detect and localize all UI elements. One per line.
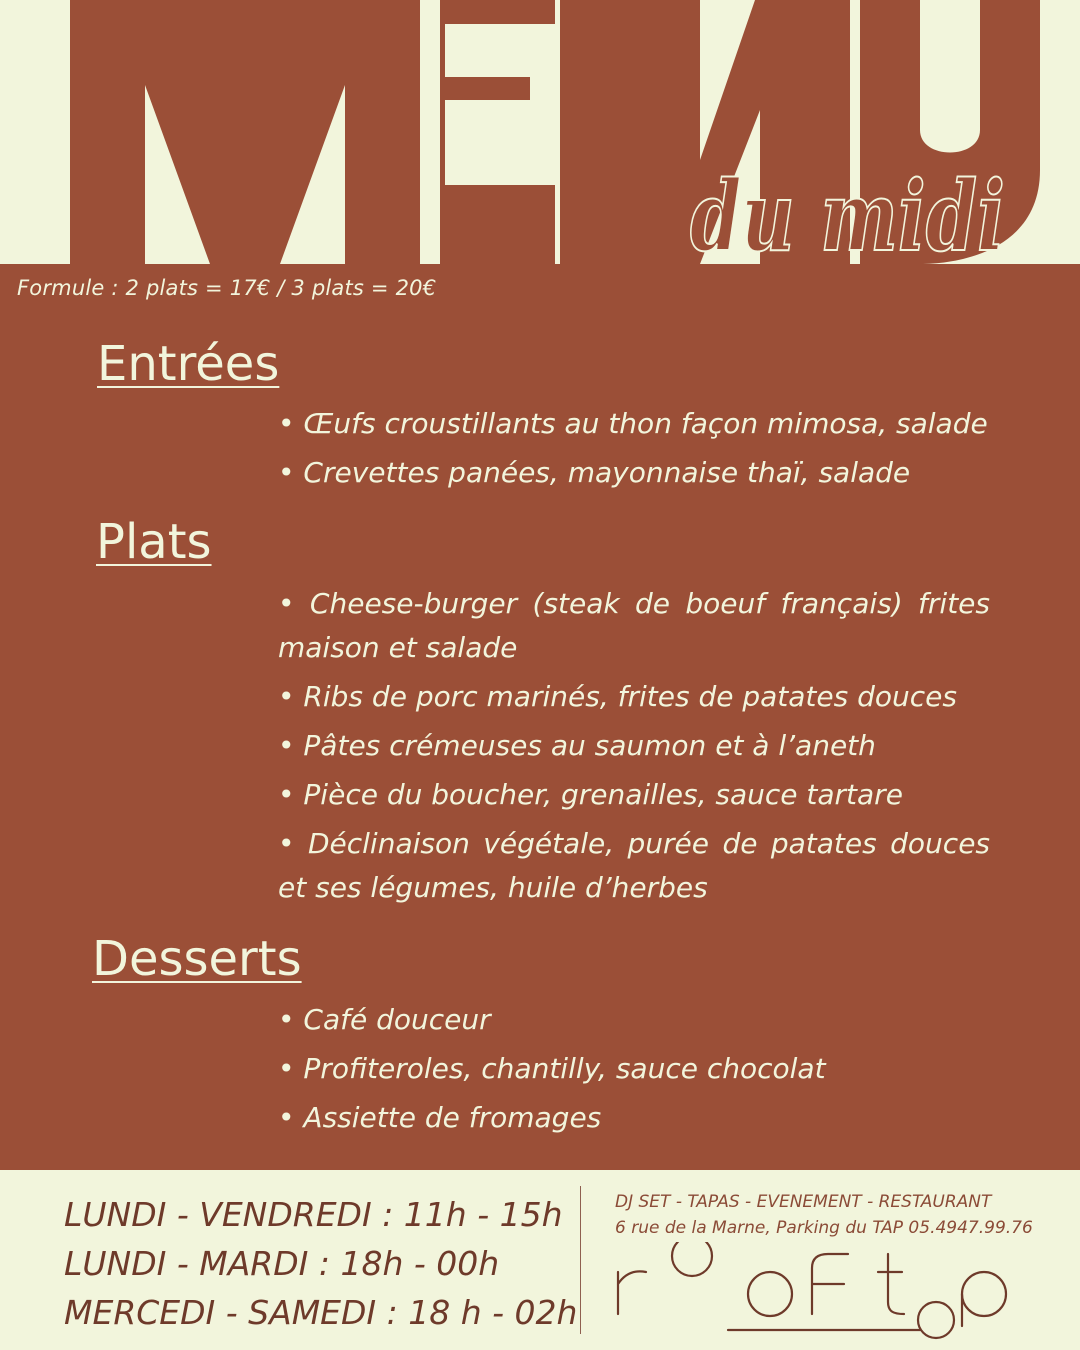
menu-item: • Assiette de fromages [278, 1096, 990, 1140]
formula-price: Formule : 2 plats = 17€ / 3 plats = 20€ [17, 276, 437, 300]
menu-item: • Œufs croustillants au thon façon mimosa, salade [278, 402, 990, 446]
menu-title-logo [0, 0, 1080, 264]
desserts-list [278, 998, 990, 1145]
section-title-desserts: Desserts [92, 931, 302, 987]
menu-item: • Profiteroles, chantilly, sauce chocolat [278, 1047, 990, 1091]
menu-subtitle: du midi [690, 160, 1005, 264]
footer [0, 1170, 1080, 1350]
menu-item: • Crevettes panées, mayonnaise thaï, salade [278, 451, 990, 495]
menu-item: • Déclinaison végétale, purée de patates douces et ses légumes, huile d’herbes [278, 822, 990, 910]
footer-divider [580, 1186, 581, 1334]
rooftop-logo [610, 1242, 1030, 1342]
venue-info [615, 1189, 1033, 1241]
hours-line: MERCEDI - SAMEDI : 18 h - 02h [64, 1293, 578, 1332]
address: 6 rue de la Marne, Parking du TAP 05.4947.99.76 [615, 1218, 1033, 1238]
hours-line: LUNDI - VENDREDI : 11h - 15h [64, 1195, 563, 1234]
menu-item: • Cheese-burger (steak de boeuf français) frites maison et salade [278, 582, 990, 670]
tagline: DJ SET - TAPAS - EVENEMENT - RESTAURANT [615, 1192, 992, 1212]
menu-item: • Pâtes crémeuses au saumon et à l’aneth [278, 724, 990, 768]
plats-list [278, 582, 990, 915]
menu-item: • Pièce du boucher, grenailles, sauce tartare [278, 773, 990, 817]
menu-item: • Ribs de porc marinés, frites de patates douces [278, 675, 990, 719]
menu-item: • Café douceur [278, 998, 990, 1042]
section-title-entrees: Entrées [97, 336, 280, 392]
opening-hours [64, 1190, 577, 1337]
entrees-list [278, 402, 990, 500]
hours-line: LUNDI - MARDI : 18h - 00h [64, 1244, 500, 1283]
section-title-plats: Plats [96, 514, 212, 570]
